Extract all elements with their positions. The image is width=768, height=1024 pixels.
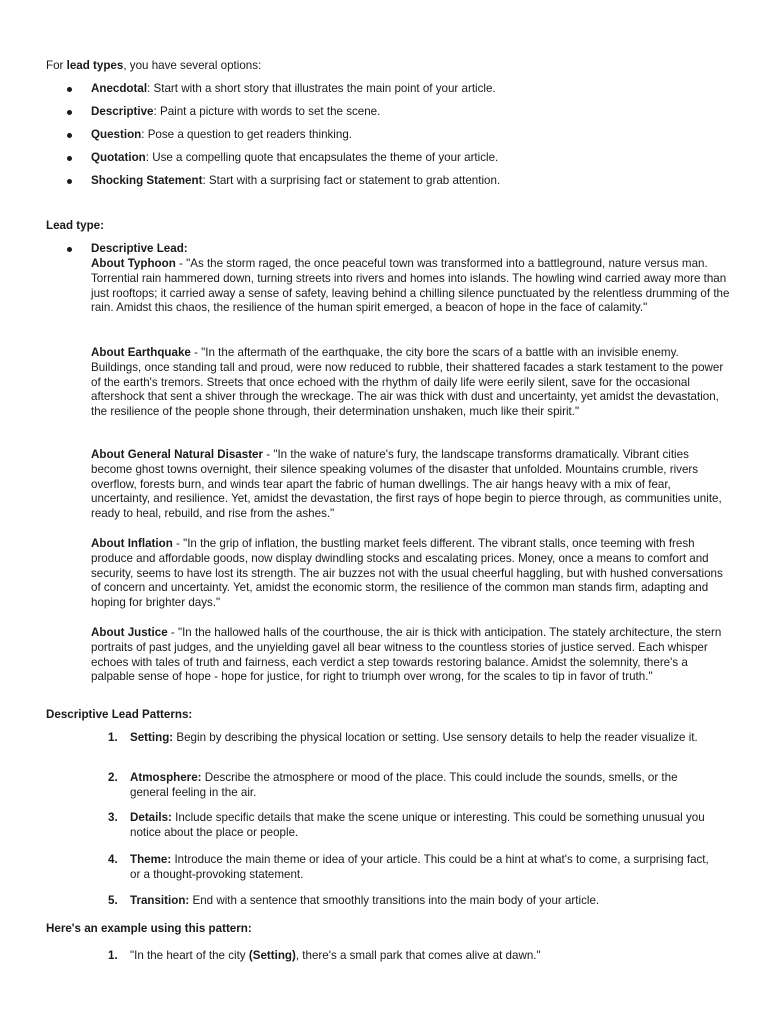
- bullet-icon: [67, 174, 75, 188]
- bullet-icon: [67, 82, 75, 96]
- descriptive-lead-label: Descriptive Lead:: [91, 242, 188, 255]
- example-heading: Here's an example using this pattern:: [46, 922, 252, 935]
- bullet-icon: [67, 242, 75, 256]
- bullet-icon: [67, 105, 75, 119]
- bullet-icon: [67, 128, 75, 142]
- example-earthquake: About Earthquake - "In the aftermath of the earthquake, the city bore the scars of a battle with an invisible enemy. Buildings, once standing tall and proud, were now reduced to rubble, their shattered facades a stark testament to the power of the earth's tremors. Streets that once echoed with the rhythm of daily life were eerily silent, save for the occasional aftershock that sent a shiver through the wreckage. The air was thick with dust and uncertainty, yet amidst the devastation, the resilience of the people shone through, their determination unshaken, much like their spirit.": [91, 346, 724, 419]
- lead-type-heading: Lead type:: [46, 219, 104, 232]
- example-inflation: About Inflation - "In the grip of inflation, the bustling market feels different. The vibrant stalls, once teeming with fresh produce and affordable goods, now display dwindling stocks and escalating prices. Money, once a means to comfort and security, seems to have lost its strength. The air buzzes not with the usual cheerful haggling, but with hushed conversations of concern and uncertainty. Yet, amidst the economic storm, the resilience of the common man stands firm, adapting and hoping for brighter days.": [91, 537, 723, 610]
- bullet-icon: [67, 151, 75, 165]
- example-natural-disaster: About General Natural Disaster - "In the wake of nature's fury, the landscape transforms dramatically. Vibrant cities become ghost towns overnight, their silence speaking volumes of the disaster that unfolded. Mountains crumble, rivers overflow, forests burn, and winds tear apart the fabric of human dwellings. The air hangs heavy with a mix of fear, uncertainty, and resilience. Yet, amidst the devastation, the first rays of hope begin to pierce through, as communities unite, ready to heal, rebuild, and rise from the ashes.": [91, 448, 722, 521]
- intro-line: For lead types, you have several options:: [46, 59, 262, 72]
- intro-bold: lead types: [66, 59, 124, 72]
- example-typhoon: About Typhoon - "As the storm raged, the once peaceful town was transformed into a battleground, nature versus man. Torrential rain hammered down, turning streets into rivers and homes into islands. The howling wind carried away more than just rooftops; it carried away a sense of safety, leaving behind a chilling silence punctuated by the relentless drumming of the rain. Amidst this chaos, the resilience of the human spirit emerged, a beacon of hope in the face of calamity.": [91, 257, 730, 315]
- patterns-heading: Descriptive Lead Patterns:: [46, 708, 193, 721]
- example-justice: About Justice - "In the hallowed halls of the courthouse, the air is thick with anticipation. The stately architecture, the stern portraits of past judges, and the unyielding gavel all bear witness to the countless stories of justice served. Each whisper echoes with tales of truth and fairness, each verdict a step towards restoring balance. Amidst the solemnity, there's a palpable sense of hope - hope for justice, for right to triumph over wrong, for the scales to tip in favor of truth.": [91, 626, 722, 684]
- document-page: For lead types, you have several options: Anecdotal: Start with a short story that illustrates the main point of your article. Descriptive: Paint a picture with words to set the scene. Question: Pose a question to get readers thinking. Quotation: Use a compelling quote that encapsulates the theme of your article. Shocking Statement: Start with a surprising fact or statement to grab attention. Lead type: Descriptive Lead: About Typhoon - "As the storm raged, the once peaceful town was transformed into a battleground, nature versus man. Torrential rain hammered down, turning streets into rivers and homes into islands. The howling wind carried away more than just rooftops; it carried away a sense of safety, leaving behind a chilling silence punctuated by the relentless drumming of the rain. Amidst this chaos, the resilience of the human spirit emerged, a beacon of hope in the face of calamity." About Earthquake - "In the aftermath of the earthquake, the city bore the scars of a battle with an invisible enemy. Buildings, once standing tall and proud, were now reduced to rubble, their shattered facades a stark testament to the power of the earth's tremors. Streets that once echoed with the rhythm of daily life were eerily silent, save for the occasional aftershock that sent a shiver through the wreckage. The air was thick with dust and uncertainty, yet amidst the devastation, the resilience of the people shone through, their determination unshaken, much like their spirit." About General Natural Disaster - "In the wake of nature's fury, the landscape transforms dramatically. Vibrant cities become ghost towns overnight, their silence speaking volumes of the disaster that unfolded. Mountains crumble, rivers overflow, forests burn, and winds tear apart the fabric of human dwellings. The air hangs heavy with a mix of fear, uncertainty, and resilience. Yet, amidst the devastation, the first rays of hope begin to pierce through, as communities unite, ready to heal, rebuild, and rise from the ashes." About Inflation - "In the grip of inflation, the bustling market feels different. The vibrant stalls, once teeming with fresh produce and affordable goods, now display dwindling stocks and escalating prices. Money, once a means to comfort and security, seems to have lost its strength. The air buzzes not with the usual cheerful haggling, but with hushed conversations of concern and uncertainty. Yet, amidst the economic storm, the resilience of the common man stands firm, adapting and hoping for brighter days." About Justice - "In the hallowed halls of the courthouse, the air is thick with anticipation. The stately architecture, the stern portraits of past judges, and the unyielding gavel all bear witness to the countless stories of justice served. Each whisper echoes with tales of truth and fairness, each verdict a step towards restoring balance. Amidst the solemnity, there's a palpable sense of hope - hope for justice, for right to triumph over wrong, for the scales to tip in favor of truth." Descriptive Lead Patterns: 1. Setting: Begin by describing the physical location or setting. Use sensory details to help the reader visualize it. 2. Atmosphere: Describe the atmosphere or mood of the place. This could include the sounds, smells, or the general feeling in the air. 3. Details: Include specific details that make the scene unique or interesting. This could be something unusual you notice about the place or people. 4. Theme: Introduce the main theme or idea of your article. This could be a hint at what's to come, a surprising fact, or a thought-provoking statement. 5. Transition: End with a sentence that smoothly transitions into the main body of your article. Here's an example using this pattern: 1. "In the heart of the city (Setting), there's a small park that comes alive at dawn.": [46, 59, 730, 962]
